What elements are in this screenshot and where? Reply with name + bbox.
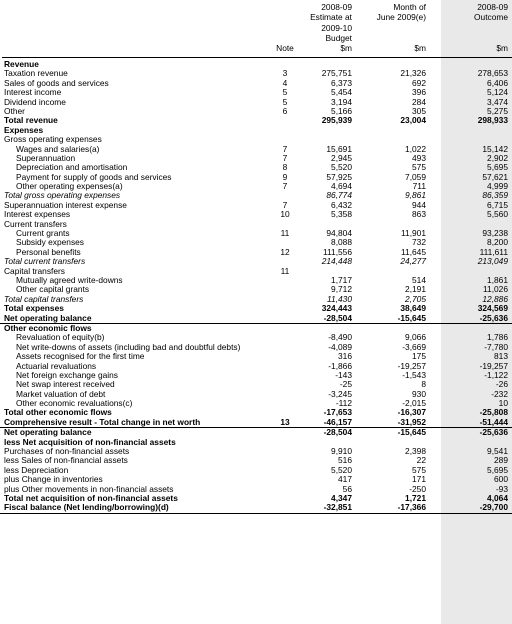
row-month-value: -19,257 (397, 360, 426, 371)
row-month-value: 692 (412, 77, 426, 88)
row-month-value: 24,277 (400, 256, 426, 267)
row-estimate-value: 275,751 (321, 68, 352, 79)
row-estimate-value: 94,804 (326, 228, 352, 239)
row-label: plus Other movements in non-financial assets (4, 483, 174, 494)
row-estimate-value: -3,245 (328, 388, 352, 399)
row-estimate-value: 417 (338, 474, 352, 485)
row-label: Depreciation and amortisation (16, 162, 128, 173)
row-month-value: 711 (412, 181, 426, 192)
row-estimate-value: 57,925 (326, 171, 352, 182)
row-outcome-value: 4,064 (487, 492, 508, 503)
row-outcome-value: 278,653 (477, 68, 508, 79)
row-label: Other economic revaluations(c) (16, 398, 133, 409)
row-label: Current grants (16, 228, 70, 239)
row-note: 13 (280, 416, 290, 427)
row-outcome-value: 8,200 (487, 237, 508, 248)
row-note: 7 (282, 199, 288, 210)
table-row (0, 107, 512, 116)
row-estimate-value: 295,939 (321, 115, 352, 126)
row-estimate-value: 4,347 (331, 492, 352, 503)
row-outcome-value: 298,933 (477, 115, 508, 126)
table-row (0, 88, 512, 97)
row-estimate-value: 516 (338, 455, 352, 466)
row-month-value: 11,901 (401, 228, 426, 239)
row-month-value: 21,326 (400, 68, 426, 79)
row-month-value: -1,543 (402, 369, 426, 380)
row-label: Total capital transfers (4, 293, 84, 304)
row-note: 7 (282, 152, 288, 163)
header-rule (2, 57, 512, 58)
row-estimate-value: -8,490 (328, 332, 352, 343)
row-label: less Depreciation (4, 464, 69, 475)
header-note-column: Note (276, 43, 294, 53)
row-estimate-value: 9,910 (331, 446, 352, 457)
header-outcome-column (474, 2, 508, 53)
table-row (0, 210, 512, 219)
row-label: Net write-downs of assets (including bad and doubtful debts) (16, 341, 241, 352)
row-outcome-value: -1,122 (484, 369, 508, 380)
row-estimate-value: -28,504 (323, 427, 352, 438)
row-label: Comprehensive result - Total change in net worth (4, 416, 201, 427)
row-estimate-value: 316 (338, 351, 352, 362)
header-line: June 2009(e) (376, 12, 426, 23)
header-line: Month of (393, 2, 426, 12)
table-row (0, 257, 512, 266)
row-outcome-value: -25,636 (479, 312, 508, 323)
row-outcome-value: 2,902 (487, 152, 508, 163)
header-month-column (377, 2, 426, 53)
row-note: 7 (282, 143, 288, 154)
row-label: Superannuation (16, 152, 76, 163)
header-estimate-column (310, 2, 352, 53)
row-estimate-value: -17,653 (323, 407, 352, 418)
row-label: Capital transfers (4, 265, 65, 276)
row-month-value: 8 (421, 379, 426, 390)
row-estimate-value: 111,556 (322, 246, 352, 257)
row-label: Mutually agreed write-downs (16, 274, 123, 285)
row-outcome-value: 3,474 (487, 96, 508, 107)
row-outcome-value: 93,238 (482, 228, 508, 239)
table-row (0, 201, 512, 210)
table-row (0, 116, 512, 125)
row-estimate-value: 11,430 (327, 293, 352, 304)
row-estimate-value: 5,358 (331, 209, 352, 220)
header-line: Outcome (474, 12, 508, 23)
header-line: $m (414, 43, 426, 54)
row-label: Net operating balance (4, 427, 92, 438)
row-note: 12 (280, 246, 290, 257)
table-header (0, 0, 512, 60)
row-outcome-value: 1,861 (487, 274, 508, 285)
row-estimate-value: -46,157 (323, 416, 352, 427)
row-outcome-value: 6,715 (487, 199, 508, 210)
row-outcome-value: 5,695 (487, 162, 508, 173)
row-outcome-value: 600 (494, 474, 508, 485)
row-month-value: -2,015 (402, 398, 426, 409)
row-label: Total gross operating expenses (4, 190, 121, 201)
row-note: 3 (282, 68, 288, 79)
row-estimate-value: 9,712 (331, 284, 352, 295)
row-estimate-value: 1,717 (331, 274, 352, 285)
row-outcome-value: -232 (491, 388, 508, 399)
row-outcome-value: -51,444 (479, 416, 508, 427)
row-month-value: 175 (412, 351, 426, 362)
row-label: Fiscal balance (Net lending/borrowing)(d) (4, 502, 169, 513)
row-note: 5 (282, 87, 288, 98)
row-outcome-value: -19,257 (479, 360, 508, 371)
row-month-value: 2,705 (405, 293, 426, 304)
row-outcome-value: 15,142 (482, 143, 508, 154)
header-line: Budget (325, 32, 352, 43)
row-estimate-value: 6,373 (331, 77, 352, 88)
row-label: Subsidy expenses (16, 237, 84, 248)
row-label: Total revenue (4, 115, 58, 126)
row-estimate-value: -1,866 (328, 360, 352, 371)
row-month-value: 2,398 (405, 446, 426, 457)
row-label: Sales of goods and services (4, 77, 109, 88)
row-month-value: 9,861 (405, 190, 426, 201)
row-label: Gross operating expenses (4, 134, 102, 145)
row-estimate-value: -25 (339, 379, 352, 390)
row-month-value: 2,191 (405, 284, 426, 295)
row-month-value: -15,645 (397, 312, 426, 323)
row-month-value: 575 (412, 464, 426, 475)
row-month-value: 22 (416, 455, 426, 466)
row-estimate-value: -32,851 (323, 502, 352, 513)
row-note: 5 (282, 96, 288, 107)
row-month-value: 305 (412, 105, 426, 116)
row-label: plus Change in inventories (4, 474, 103, 485)
row-month-value: 493 (412, 152, 426, 163)
row-estimate-value: 6,432 (331, 199, 352, 210)
row-label: less Sales of non-financial assets (4, 455, 128, 466)
row-label: Purchases of non-financial assets (4, 446, 130, 457)
header-line: 2008-09 (477, 2, 508, 12)
row-month-value: -3,669 (402, 341, 426, 352)
table-row (0, 295, 512, 304)
row-outcome-value: -26 (495, 379, 508, 390)
row-outcome-value: 5,124 (487, 87, 508, 98)
row-label: Other economic flows (4, 322, 92, 333)
row-month-value: 11,645 (401, 246, 426, 257)
row-estimate-value: 15,691 (326, 143, 352, 154)
row-month-value: 9,066 (405, 332, 426, 343)
table-row (0, 503, 512, 513)
row-outcome-value: 10 (498, 398, 508, 409)
row-label: Total current transfers (4, 256, 86, 267)
row-outcome-value: 9,541 (487, 446, 508, 457)
row-outcome-value: -25,636 (479, 427, 508, 438)
row-month-value: 284 (412, 96, 426, 107)
header-line: 2009-10 (321, 22, 352, 33)
row-label: Other (4, 105, 25, 116)
row-label: Revaluation of equity(b) (16, 332, 105, 343)
row-label: Payment for supply of goods and services (16, 171, 172, 182)
row-label: Personal benefits (16, 246, 81, 257)
row-outcome-value: 5,275 (487, 105, 508, 116)
row-estimate-value: 4,694 (331, 181, 352, 192)
row-label: Taxation revenue (4, 68, 68, 79)
row-note: 7 (282, 181, 288, 192)
row-note: 8 (282, 162, 288, 173)
row-month-value: -16,307 (397, 407, 426, 418)
row-month-value: -250 (409, 483, 426, 494)
table-row (0, 98, 512, 107)
row-month-value: -15,645 (397, 427, 426, 438)
row-estimate-value: -143 (335, 369, 352, 380)
header-line: $m (340, 43, 352, 54)
row-label: Total expenses (4, 303, 64, 314)
row-label: Wages and salaries(a) (16, 143, 100, 154)
row-outcome-value: 86,359 (482, 190, 508, 201)
row-month-value: 863 (412, 209, 426, 220)
row-month-value: 1,721 (405, 492, 426, 503)
row-estimate-value: 8,088 (331, 237, 352, 248)
row-month-value: 1,022 (405, 143, 426, 154)
row-outcome-value: 289 (494, 455, 508, 466)
row-label: Interest expenses (4, 209, 71, 220)
row-month-value: 514 (412, 274, 426, 285)
row-label: Revenue (4, 59, 39, 69)
row-note: 11 (280, 265, 290, 276)
row-label: Net operating balance (4, 312, 92, 323)
row-estimate-value: -4,089 (328, 341, 352, 352)
table-row (0, 456, 512, 465)
table-row (0, 79, 512, 88)
row-label: Assets recognised for the first time (16, 351, 145, 362)
table-row (0, 60, 512, 69)
row-estimate-value: 56 (342, 483, 352, 494)
row-label: Other operating expenses(a) (16, 181, 123, 192)
row-estimate-value: -112 (335, 398, 352, 409)
row-month-value: 944 (412, 199, 426, 210)
row-outcome-value: 111,611 (479, 246, 508, 257)
row-month-value: 23,004 (400, 115, 426, 126)
table-body (0, 60, 512, 514)
row-label: Net foreign exchange gains (16, 369, 118, 380)
row-month-value: 396 (412, 87, 426, 98)
row-note: 11 (280, 228, 290, 239)
row-month-value: 171 (412, 474, 426, 485)
row-outcome-value: 11,026 (483, 284, 508, 295)
row-outcome-value: 5,560 (487, 209, 508, 220)
row-outcome-value: 4,999 (487, 181, 508, 192)
row-note: 10 (280, 209, 290, 220)
row-month-value: -17,366 (397, 502, 426, 513)
row-outcome-value: 1,786 (487, 332, 508, 343)
row-estimate-value: -28,504 (323, 312, 352, 323)
header-line: 2008-09 (321, 2, 352, 12)
row-label: Market valuation of debt (16, 388, 106, 399)
row-estimate-value: 5,520 (331, 464, 352, 475)
row-estimate-value: 5,454 (331, 87, 352, 98)
row-outcome-value: -29,700 (479, 502, 508, 513)
row-label: Expenses (4, 124, 44, 135)
table-row (0, 220, 512, 229)
row-month-value: 38,649 (400, 303, 426, 314)
row-note: 9 (282, 171, 288, 182)
row-label: Total net acquisition of non-financial assets (4, 492, 178, 503)
row-estimate-value: 324,443 (321, 303, 352, 314)
row-label: Net swap interest received (16, 379, 115, 390)
row-label: less Net acquisition of non-financial assets (4, 436, 176, 447)
row-estimate-value: 5,520 (331, 162, 352, 173)
row-outcome-value: 5,695 (487, 464, 508, 475)
row-month-value: 930 (412, 388, 426, 399)
row-label: Interest income (4, 87, 62, 98)
row-month-value: -31,952 (397, 416, 426, 427)
row-month-value: 575 (412, 162, 426, 173)
row-label: Actuarial revaluations (16, 360, 97, 371)
row-label: Dividend income (4, 96, 66, 107)
row-estimate-value: 5,166 (331, 105, 352, 116)
row-estimate-value: 86,774 (326, 190, 352, 201)
row-estimate-value: 214,448 (321, 256, 352, 267)
row-outcome-value: 813 (494, 351, 508, 362)
row-month-value: 732 (412, 237, 426, 248)
row-outcome-value: 213,049 (477, 256, 508, 267)
row-note: 6 (282, 105, 288, 116)
row-outcome-value: -93 (495, 483, 508, 494)
header-line: Estimate at (310, 12, 352, 23)
row-label: Superannuation interest expense (4, 199, 127, 210)
row-outcome-value: -7,780 (484, 341, 508, 352)
row-note: 4 (282, 77, 288, 88)
table-row (0, 145, 512, 154)
row-estimate-value: 3,194 (331, 96, 352, 107)
row-outcome-value: 324,569 (477, 303, 508, 314)
row-outcome-value: 57,621 (482, 171, 508, 182)
row-outcome-value: 6,406 (487, 77, 508, 88)
row-label: Current transfers (4, 218, 67, 229)
header-line: $m (496, 43, 508, 54)
row-label: Other capital grants (16, 284, 90, 295)
row-month-value: 7,059 (405, 171, 426, 182)
row-outcome-value: -25,808 (479, 407, 508, 418)
row-estimate-value: 2,945 (331, 152, 352, 163)
row-label: Total other economic flows (4, 407, 112, 418)
row-outcome-value: 12,886 (482, 293, 508, 304)
